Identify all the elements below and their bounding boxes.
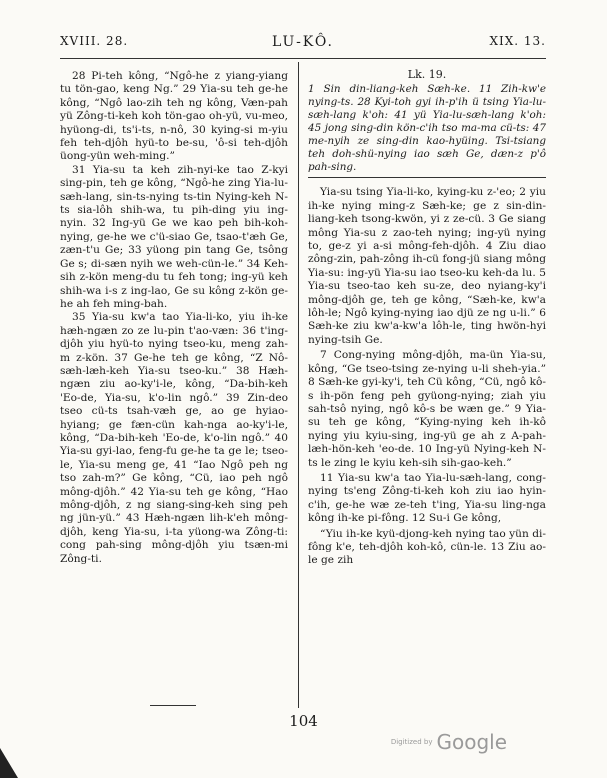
paragraph: 28 Pi-teh kông, “Ngô-he z yiang-yiang tu tön-gao, keng Ng.” 29 Yia-su teh ge-he kông, “Ngô lao-zih teh ng kông, Væn-pah yü Zông-ti-keh koh tön-gao oh-yü, vu-meo, hyüong-di, ts'i-ts, n-nô, 30 kying-si m-yiu feh teh-djôh hyü-to be-su, 'ô-si teh-djôh üong-yün weh-ming.” [60, 70, 288, 163]
summary-rule [308, 177, 546, 178]
digitized-watermark [391, 730, 507, 754]
paragraph: 35 Yia-su kw'a tao Yia-li-ko, yiu ih-ke hæh-ngæn zo ze lu-pin t'ao-væn: 36 t'ing-djôh yiu hyü-to nying tseo-ku, meng zah-m z-kön. 37 Ge-he teh ge kông, “Z Nô-sæh-læh-keh Yia-su tseo-ku.” 38 Hæh-ngæn ziu ao-ky'i-le, kông, “Da-bih-keh 'Eo-de, Yia-su, k'o-lin ngô.” 39 Zin-deo tseo cü-ts tsah-væh ge, ao ge hyiao-hyiang; ge fæn-cün kah-nga ao-ky'i-le, kông, “Da-bih-keh 'Eo-de, k'o-lin ngô.” 40 Yia-su gyi-lao, feng-fu ge-he ta ge le; tseo-le, Yia-su meng ge, 41 “Iao Ngô peh ng tso zah-m?” Ge kông, “Cü, iao peh ngô mông-djôh.” 42 Yia-su teh ge kông, “Hao mông-djôh, z ng siang-sing-keh sing peh ng jün-yü.” 43 Hæh-ngæn lih-k'eh mông-djôh, keng Yia-su, i-ta yüong-wa Zông-ti: cong pah-sing mông-djôh yiu tsæn-mi Zông-ti. [60, 311, 288, 565]
paragraph: 7 Cong-nying mông-djôh, ma-ün Yia-su, kông, “Ge tseo-tsing ze-nying u-li sheh-yia.” 8 Sæh-ke gyi-ky'i, teh Cü kông, “Cü, ngô kô-s ih-pön feng peh gyüong-nying; ziah yiu sah-tsô nying, ngô kô-s be wæn ge.” 9 Yia-su teh ge kông, “Kying-nying keh ih-kô nying yiu kyiu-sing, ing-yü ge ah z A-pah-læh-hön-keh 'eo-de. 10 Ing-yü Nying-keh N-ts le zing le kyiu keh-sih sih-gao-keh.” [308, 349, 546, 469]
running-header [60, 34, 546, 54]
paragraph: 11 Yia-su kw'a tao Yia-lu-sæh-lang, cong-nying ts'eng Zông-ti-keh koh ziu iao hyin-c'ih, ge-he wæ ze-teh t'ing, Yia-su ling-nga kông ih-ke pi-fông. 12 Su-i Ge kông, [308, 471, 546, 525]
watermark-brand: Google [436, 730, 507, 754]
right-column [308, 70, 546, 568]
column-divider [298, 62, 299, 708]
left-column [60, 70, 288, 566]
page-corner-shadow [0, 748, 18, 778]
paragraph: Yia-su tsing Yia-li-ko, kying-ku z-'eo; 2 yiu ih-ke nying ming-z Sæh-ke; ge z sin-din-liang-keh tsong-kwön, yi z ze-cü. 3 Ge siang mông Yia-su z zao-teh nying; ing-yü nying to, ge-z yi a-si mông-feh-djôh. 4 Ziu diao zông-zin, pah-zông ih-cü fong-jü siang mông Yia-su: ing-yü Yia-su iao tseo-ku keh-da lu. 5 Yia-su tseo-tao keh su-ze, deo nyiang-ky'i mông-djôh ge, teh ge kông, “Sæh-ke, kw'a lôh-le; Ngô kying-nying iao djü ze ng u-li.” 6 Sæh-ke ziu kw'a-kw'a lôh-le, ting hwön-hyi nying-tsih Ge. [308, 186, 546, 346]
chapter-heading: Lk. 19. [407, 68, 447, 81]
paragraph: “Yiu ih-ke kyü-djong-keh nying tao yün di-fông k'e, teh-djôh koh-kô, cün-le. 13 Ziu ao-le ge zih [308, 527, 546, 567]
watermark-prefix: Digitized by [390, 738, 433, 746]
header-left-reference: XVIII. 28. [60, 34, 129, 48]
chapter-summary: 1 Sin din-liang-keh Sæh-ke. 11 Zih-kw'e nying-ts. 28 Kyi-toh gyi ih-p'ih ü tsing Yia-lu-sæh-lang k'oh: 41 yü Yia-lu-sæh-lang k'oh: 45 jong sing-din kön-c'ih tso ma-ma cü-ts: 47 me-nyih ze sing-din kao-hyüing. Tsi-tsiang teh doh-shü-nying iao sæh Ge, dæn-z p'ô pah-sing. [308, 83, 546, 174]
section-end-rule [150, 705, 196, 706]
header-right-reference: XIX. 13. [489, 34, 546, 48]
paragraph: 31 Yia-su ta keh zih-nyi-ke tao Z-kyi sing-pin, teh ge kông, “Ngô-he zing Yia-lu-sæh-lang, sin-ts-nying ts-tin Nying-keh N-ts sia-lôh shih-wa, tu pih-ding yiu ing-nyin. 32 Ing-yü Ge we kao peh bih-koh-nying, ge-he we c'ü-siao Ge, tsao-t'æh Ge, zæn-t'u Ge; 33 yüong pin tang Ge, tsông Ge s; di-sæn nyih we weh-cün-le.” 34 Keh-sih z-kön meng-du tu feh tong; ing-yü keh shih-wa i-s z ing-lao, Ge su kông z-kön ge-he ah feh ming-bah. [60, 163, 288, 310]
header-rule [60, 58, 546, 59]
header-title: LU-KÔ. [271, 34, 334, 50]
page-number: 104 [289, 712, 318, 730]
